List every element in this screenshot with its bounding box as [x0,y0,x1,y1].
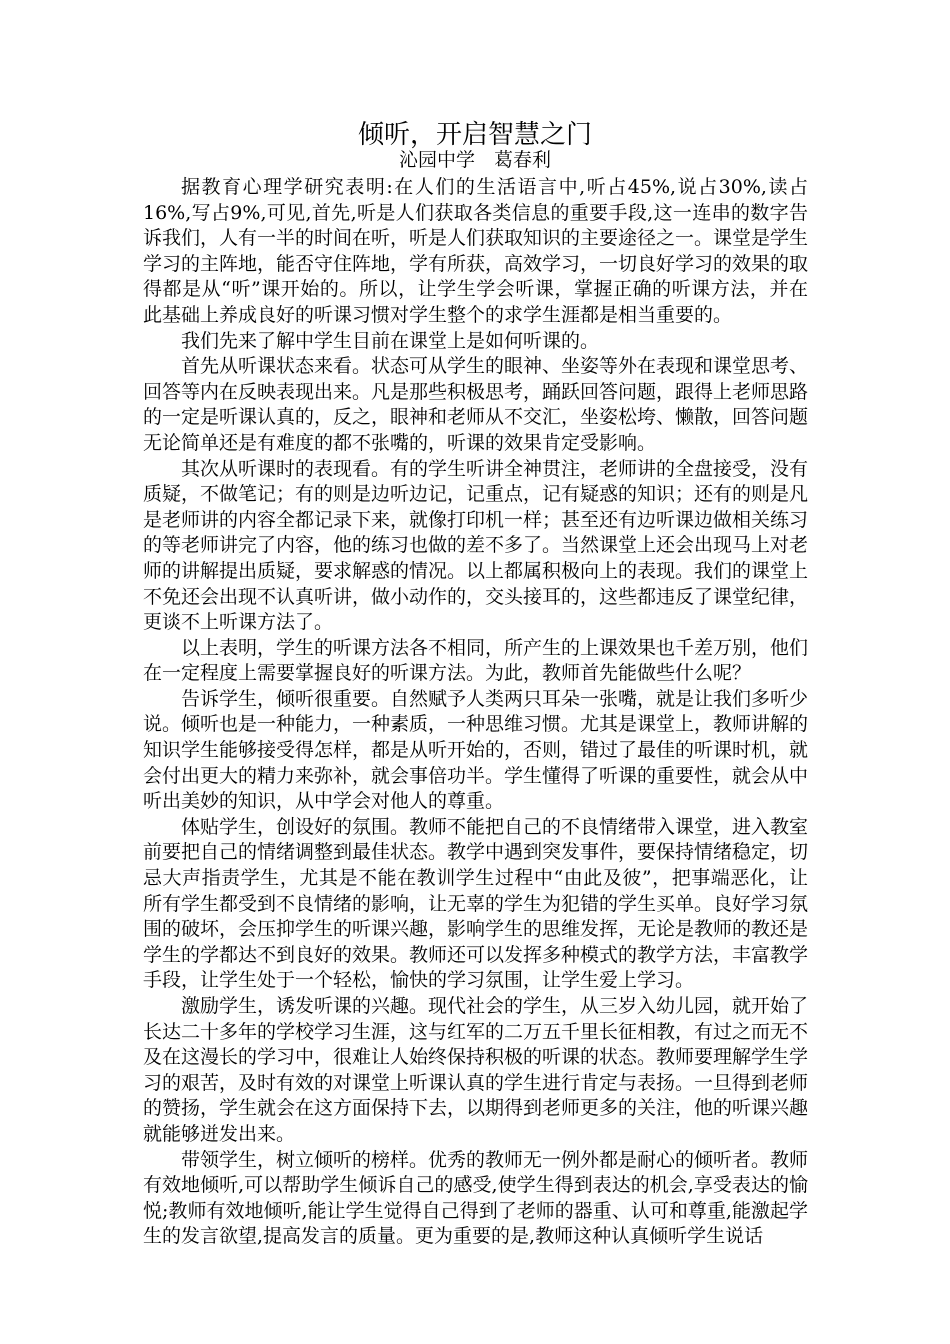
paragraph: 我们先来了解中学生目前在课堂上是如何听课的。 [181,329,600,352]
author-byline: 沁园中学 葛春利 [398,149,551,171]
paragraph: 体贴学生，创设好的氛围。教师不能把自己的不良情绪带入课堂，进入教室前要把自己的情绪调整到最佳状态。教学中遇到突发事件，要保持情绪稳定，切忌大声指责学生，尤其是不能在教训学生过程中“由此及彼”，把事端恶化，让所有学生都受到不良情绪的影响，让无辜的学生为犯错的学生买单。良好学习氛围的破坏，会压抑学生的听课兴趣，影响学生的思维发挥，无论是教师的教还是学生的学都达不到良好的效果。教师还可以发挥多种模式的教学方法，丰富教学手段，让学生处于一个轻松，愉快的学习氛围，让学生爱上学习。 [143,815,809,992]
paragraph: 据教育心理学研究表明:在人们的生活语言中,听占45%,说占30%,读占16%,写占9%,可见,首先,听是人们获取各类信息的重要手段,这一连串的数字告诉我们，人有一半的时间在听，听是人们获取知识的主要途径之一。课堂是学生学习的主阵地，能否守住阵地，学有所获，高效学习，一切良好学习的效果的取得都是从“听”课开始的。所以，让学生学会听课，掌握正确的听课方法，并在此基础上养成良好的听课习惯对学生整个的求学生涯都是相当重要的。 [143,176,809,326]
paragraph: 告诉学生，倾听很重要。自然赋予人类两只耳朵一张嘴，就是让我们多听少说。倾听也是一种能力，一种素质，一种思维习惯。尤其是课堂上，教师讲解的知识学生能够接受得怎样，都是从听开始的，否则，错过了最佳的听课时机，就会付出更大的精力来弥补，就会事倍功半。学生懂得了听课的重要性，就会从中听出美妙的知识，从中学会对他人的尊重。 [143,687,809,813]
paragraph: 以上表明，学生的听课方法各不相同，所产生的上课效果也千差万别，他们在一定程度上需要掌握良好的听课方法。为此，教师首先能做些什么呢？ [143,636,809,685]
paragraph: 其次从听课时的表现看。有的学生听讲全神贯注，老师讲的全盘接受，没有质疑，不做笔记；有的则是边听边记，记重点，记有疑惑的知识；还有的则是凡是老师讲的内容全都记录下来，就像打印机一样；甚至还有边听课边做相关练习的等老师讲完了内容，他的练习也做的差不多了。当然课堂上还会出现马上对老师的讲解提出质疑，要求解惑的情况。以上都属积极向上的表现。我们的课堂上不免还会出现不认真听讲，做小动作的，交头接耳的，这些都违反了课堂纪律，更谈不上听课方法了。 [143,457,809,634]
paragraph: 带领学生，树立倾听的榜样。优秀的教师无一例外都是耐心的倾听者。教师有效地倾听,可以帮助学生倾诉自己的感受,使学生得到表达的机会,享受表达的愉悦;教师有效地倾听,能让学生觉得自己得到了老师的器重、认可和尊重,能激起学生的发言欲望,提高发言的质量。更为重要的是,教师这种认真倾听学生说话 [143,1148,809,1248]
document-title: 倾听，开启智慧之门 [357,120,592,150]
paragraph: 首先从听课状态来看。状态可从学生的眼神、坐姿等外在表现和课堂思考、回答等内在反映表现出来。凡是那些积极思考，踊跃回答问题，跟得上老师思路的一定是听课认真的，反之，眼神和老师从不交汇，坐姿松垮、懒散，回答问题无论简单还是有难度的都不张嘴的，听课的效果肯定受影响。 [143,355,809,454]
paragraph: 激励学生，诱发听课的兴趣。现代社会的学生，从三岁入幼儿园，就开始了长达二十多年的学校学习生涯，这与红军的二万五千里长征相教，有过之而无不及在这漫长的学习中，很难让人始终保持积极的听课的状态。教师要理解学生学习的艰苦，及时有效的对课堂上听课认真的学生进行肯定与表扬。一旦得到老师的赞扬，学生就会在这方面保持下去，以期得到老师更多的关注，他的听课兴趣就能够迸发出来。 [143,995,809,1145]
document-body [143,175,808,1250]
